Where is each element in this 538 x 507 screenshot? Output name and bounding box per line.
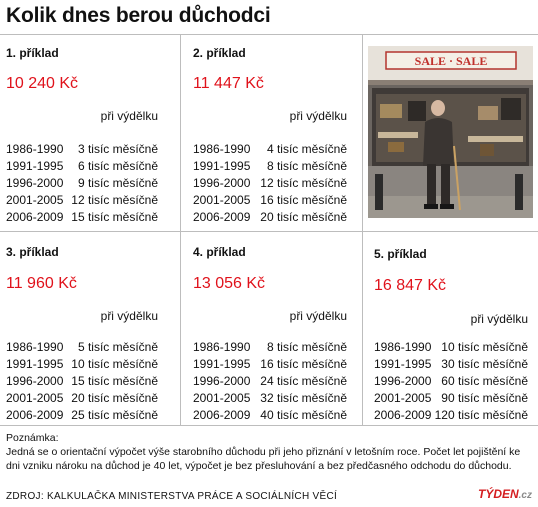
salary-value: 16 tisíc měsíčně [260,357,347,371]
period: 2001-2005 [193,193,251,207]
salary-value: 5 tisíc měsíčně [77,340,158,354]
salary-value: 60 tisíc měsíčně [441,374,528,388]
salary-table [374,339,528,424]
table-row [6,209,158,226]
salary-label: při výdělku [100,109,158,123]
salary-value: 20 tisíc měsíčně [260,210,347,224]
logo-main: TÝDEN [477,487,519,501]
period: 1996-2000 [6,176,64,190]
salary-value: 16 tisíc měsíčně [260,193,347,207]
table-row [6,175,158,192]
page-title: Kolik dnes berou důchodci [6,4,271,27]
salary-value: 32 tisíc měsíčně [260,391,347,405]
table-row [193,390,347,407]
period: 2001-2005 [374,391,432,405]
salary-value: 9 tisíc měsíčně [77,176,158,190]
salary-table [193,339,347,424]
table-row [6,390,158,407]
example-label: 4. příklad [193,245,246,259]
period: 1996-2000 [6,374,64,388]
period: 1991-1995 [193,159,251,173]
period: 1986-1990 [6,340,64,354]
example-label: 3. příklad [6,245,59,259]
period: 1986-1990 [6,142,64,156]
salary-value: 15 tisíc měsíčně [71,210,158,224]
logo-suffix: .cz [518,490,532,501]
salary-value: 12 tisíc měsíčně [260,176,347,190]
salary-label: při výdělku [470,312,528,326]
period: 1996-2000 [193,176,251,190]
table-row [374,390,528,407]
period: 1986-1990 [193,142,251,156]
example-4 [193,243,347,423]
table-row [6,192,158,209]
period: 1996-2000 [374,374,432,388]
salary-value: 25 tisíc měsíčně [71,408,158,422]
salary-value: 90 tisíc měsíčně [441,391,528,405]
example-label: 1. příklad [6,46,59,60]
table-row [193,141,347,158]
salary-value: 120 tisíc měsíčně [434,408,528,422]
pension-amount: 11 960 Kč [6,275,77,292]
salary-value: 8 tisíc měsíčně [266,159,347,173]
salary-label: při výdělku [100,309,158,323]
table-row [374,339,528,356]
note-text: Jedná se o orientační výpočet výše starobního důchodu při jeho přiznání v letošním roce. Počet let pojištění ke dni vzniku nároku na důchod je 40 let, výpočet je bez přesluhování a bez předčasného odchodu do důchodu. [6,446,521,472]
table-row [193,209,347,226]
table-row [6,141,158,158]
salary-table [6,339,158,424]
salary-value: 10 tisíc měsíčně [441,340,528,354]
table-row [193,192,347,209]
table-row [6,339,158,356]
example-1 [6,44,158,224]
salary-table [193,141,347,226]
title-divider [0,34,538,35]
example-label: 2. příklad [193,46,246,60]
table-row [193,339,347,356]
photo-elderly-man-at-shop-window [368,46,533,218]
period: 2006-2009 [193,210,251,224]
pension-amount: 10 240 Kč [6,75,79,92]
period: 1986-1990 [374,340,432,354]
salary-table [6,141,158,226]
period: 1991-1995 [193,357,251,371]
sale-sign-text: SALE · SALE [414,54,488,68]
column-divider-1 [180,34,181,425]
table-row [6,158,158,175]
salary-value: 4 tisíc měsíčně [266,142,347,156]
table-row [193,373,347,390]
example-label: 5. příklad [374,247,427,261]
salary-value: 15 tisíc měsíčně [71,374,158,388]
salary-value: 30 tisíc měsíčně [441,357,528,371]
salary-label: při výdělku [289,109,347,123]
source-line: ZDROJ: KALKULAČKA MINISTERSTVA PRÁCE A SOCIÁLNÍCH VĚCÍ [6,491,338,502]
salary-value: 6 tisíc měsíčně [77,159,158,173]
pension-amount: 16 847 Kč [374,277,447,294]
period: 2006-2009 [6,210,64,224]
period: 2006-2009 [6,408,64,422]
tyden-logo [478,487,532,501]
table-row [193,158,347,175]
table-row [193,175,347,192]
salary-label: při výdělku [289,309,347,323]
salary-value: 8 tisíc měsíčně [266,340,347,354]
column-divider-2 [362,34,363,425]
period: 1991-1995 [6,159,64,173]
period: 2006-2009 [374,408,432,422]
table-row [374,373,528,390]
salary-value: 24 tisíc měsíčně [260,374,347,388]
salary-value: 20 tisíc měsíčně [71,391,158,405]
period: 2006-2009 [193,408,251,422]
salary-value: 12 tisíc měsíčně [71,193,158,207]
example-2 [193,44,347,224]
note-divider [0,425,538,426]
photo-illustration [368,46,533,218]
period: 2001-2005 [6,193,64,207]
example-5 [374,245,528,423]
table-row [374,407,528,424]
pension-amount: 11 447 Kč [193,75,264,92]
salary-value: 40 tisíc měsíčně [260,408,347,422]
table-row [193,407,347,424]
table-row [374,356,528,373]
note-heading: Poznámka: [6,432,59,444]
table-row [6,356,158,373]
table-row [6,373,158,390]
period: 2001-2005 [193,391,251,405]
table-row [193,356,347,373]
period: 1996-2000 [193,374,251,388]
salary-value: 3 tisíc měsíčně [77,142,158,156]
period: 1991-1995 [374,357,432,371]
period: 2001-2005 [6,391,64,405]
table-row [6,407,158,424]
pension-amount: 13 056 Kč [193,275,266,292]
example-3 [6,243,158,423]
period: 1991-1995 [6,357,64,371]
salary-value: 10 tisíc měsíčně [71,357,158,371]
row-divider [0,231,538,232]
note [6,431,534,473]
period: 1986-1990 [193,340,251,354]
